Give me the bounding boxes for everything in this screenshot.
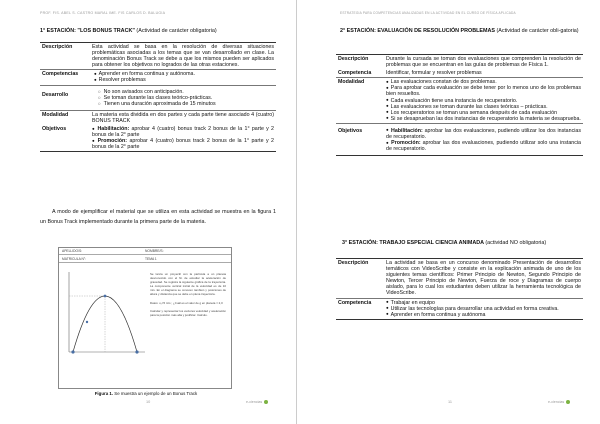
list-item: ● Habilitación: aprobar las dos evaluaciones, pudiendo utilizar los dos instancias de recuperatorio. — [386, 128, 581, 140]
row-key: Descripción — [40, 43, 90, 70]
page-number-left: 10 — [146, 400, 151, 404]
row-value: La actividad se basa en un concurso denominado Presentación de desarrollos temáticos con VideoScribe y consiste en la explicación animada de uno de los siguientes temas científicos: Primer Principio de Newton, Segundo Principio de Newton, Tercer Principio de Newton, Fuerza de roce y Diagramas de cuerpo aislado, para lo cual los estudiantes deben utilizar la herramienta tecnológica de VideoScribe. — [386, 260, 581, 297]
row-value — [90, 70, 276, 85]
table-row — [40, 110, 276, 125]
footer-logo: e-ciencias — [246, 400, 268, 404]
list-item: ● Habilitación: aprobar 4 (cuatro) bonus track 2 bonus de la 1° parte y 2 bonus de la 2° parte — [92, 126, 274, 138]
table-row — [336, 55, 583, 70]
figure-apellido: APELLIDO/S: — [62, 249, 83, 253]
footer-logo: e-ciencias — [548, 400, 570, 404]
row-value: Durante la cursada se toman dos evaluaciones que comprenden la resolución de problemas que se encuentran en las guías de problemas de Física 1. — [386, 56, 581, 69]
row-key: Competencia — [336, 298, 384, 319]
table-row — [336, 78, 583, 124]
row-key: Objetivos — [40, 125, 90, 152]
trajectory-plot-icon — [63, 270, 147, 362]
running-header-right: ESTRATEGIA PARA COMPETENCIAS ANALIZADAS EN LA ACTIVIDAD EN EL CURSO DE FÍSICA APLICADA — [340, 11, 516, 15]
running-header-left: PROF. FIS. ABEL S. CASTRO MARAL IME. FIS CARLOS D. BALUGIA — [40, 11, 166, 15]
section-1-title: 1° ESTACIÓN: "LOS BONUS TRACK" (Actividad de carácter obligatoria) — [40, 28, 217, 34]
row-value — [90, 85, 276, 110]
row-value: Esta actividad se basa en la resolución de diversas situaciones problemáticas asociadas a los temas que se van desarrollado en clase. La denominación Bonus Track se debe a que los mismos pueden ser aplicados para obtener los objetivos no logrados de las otras estaciones. — [92, 44, 274, 69]
right-page — [300, 0, 600, 424]
figure-tema: TEMA 1 — [145, 257, 157, 261]
table-row — [336, 69, 583, 78]
list-item: ● Resolver problemas — [94, 77, 274, 83]
list-item: ● Cada evaluación tiene una instancia de recuperatorio. — [386, 98, 581, 104]
figure-matricula: MATRICULA N°: — [62, 257, 87, 261]
table-row — [40, 85, 276, 110]
table-evaluacion — [336, 54, 583, 156]
list-item: ● Aprender en forma continua y autónoma — [386, 312, 581, 318]
row-value — [384, 298, 583, 319]
row-key: Descripción — [336, 259, 384, 299]
list-item: ● Las evaluaciones constan de dos problemas. — [386, 79, 581, 85]
row-key: Descripción — [336, 55, 384, 70]
row-value — [90, 125, 276, 152]
logo-icon — [566, 400, 570, 404]
list-item: ○ No son avisados con anticipación. — [92, 89, 274, 95]
list-item: ● Los recuperatorios se toman una semana después de cada evaluación — [386, 110, 581, 116]
row-key: Modalidad — [336, 78, 384, 124]
table-bonus-track — [40, 42, 276, 152]
figure-nombre: NOMBRE/S: — [145, 249, 164, 253]
list-item: ● Trabajar en equipo — [386, 300, 581, 306]
row-key: Competencias — [40, 70, 90, 85]
figure-header-row — [59, 248, 231, 255]
page-number-right: 11 — [448, 400, 452, 404]
table-row — [336, 123, 583, 155]
list-item: ● Si se desaprueban las dos instancias de recuperatorio la materia se desaprueba. — [386, 116, 581, 122]
row-key: Competencia — [338, 70, 372, 77]
list-item: ● Promoción: aprobar 4 (cuatro) bonus track 2 bonus de la 1° parte y 2 bonus de la 2° parte — [92, 138, 274, 150]
table-row — [40, 70, 276, 85]
page-gutter — [296, 0, 297, 424]
section-3-title: 3° ESTACIÓN: TRABAJO ESPECIAL CIENCIA ANIMADA (actividad NO obligatoria) — [342, 240, 547, 246]
section-2-title: 2° ESTACIÓN: EVALUACIÓN DE RESOLUCIÓN PROBLEMAS (Actividad de carácter obli-gatoria) — [340, 28, 579, 34]
figure-problem-text: Se lanza un proyectil con la partícula a un planeta desconocido con el fin de estudiar la aceleración de gravedad. Se registra la siguiente gráfica de la trayectoria. La componente vertical inicial de la velocidad es de 10 m/s. En el diagrama se conocen también y posiciones de altura y distancia que se debe en plena trayectoria. Datos: v₀=5 m/s ; ¿Cuál es el valor de g en planeta = 2,0 Calcular y representar los vectores velocidad y aceleración para la posición más alta y justificar. Calculo. — [150, 272, 226, 317]
list-item: ● Para aprobar cada evaluación se debe tener por lo menos uno de los problemas bien resueltos. — [386, 85, 581, 97]
row-key: Desarrollo — [40, 85, 90, 110]
list-item: ● Utilizar las tecnologías para desarrollar una actividad en forma creativa. — [386, 306, 581, 312]
table-row — [336, 298, 583, 319]
list-item: ● Aprender en forma continua y autónoma. — [94, 71, 274, 77]
figure-header-row — [59, 256, 231, 263]
list-item: ● Promoción: aprobar las dos evaluaciones, pudiendo utilizar solo una instancia de recuperatorio. — [386, 140, 581, 152]
list-item: ● Las evaluaciones se toman durante las clases teóricas – prácticas. — [386, 104, 581, 110]
intro-paragraph: A modo de ejemplificar el material que se utiliza en esta actividad se muestra en la figura 1 un Bonus Track implementado durante la primera parte de la materia. — [40, 209, 276, 225]
row-value — [384, 78, 583, 124]
logo-icon — [264, 400, 268, 404]
row-value: La materia esta dividida en dos partes y cada parte tiene asociado 4 (cuatro) BONUS TRACK — [92, 111, 274, 124]
row-value — [384, 123, 583, 155]
row-key: Modalidad — [40, 110, 90, 125]
list-item: ○ Tienen una duración aproximada de 15 minutos — [92, 101, 274, 107]
left-page — [0, 0, 292, 424]
figure-caption: Figura 1. Se muestra un ejemplo de un Bonus Track — [94, 391, 198, 396]
list-item: ○ Se toman durante las clases teórico-prácticas. — [92, 95, 274, 101]
table-row — [40, 125, 276, 152]
row-key: Objetivos — [336, 123, 384, 155]
table-row — [40, 43, 276, 70]
table-ciencia-animada — [336, 258, 583, 320]
figure-bonus-track — [58, 247, 232, 389]
row-value: Identificar, formular y resolver problemas — [386, 70, 482, 77]
table-row — [336, 259, 583, 299]
